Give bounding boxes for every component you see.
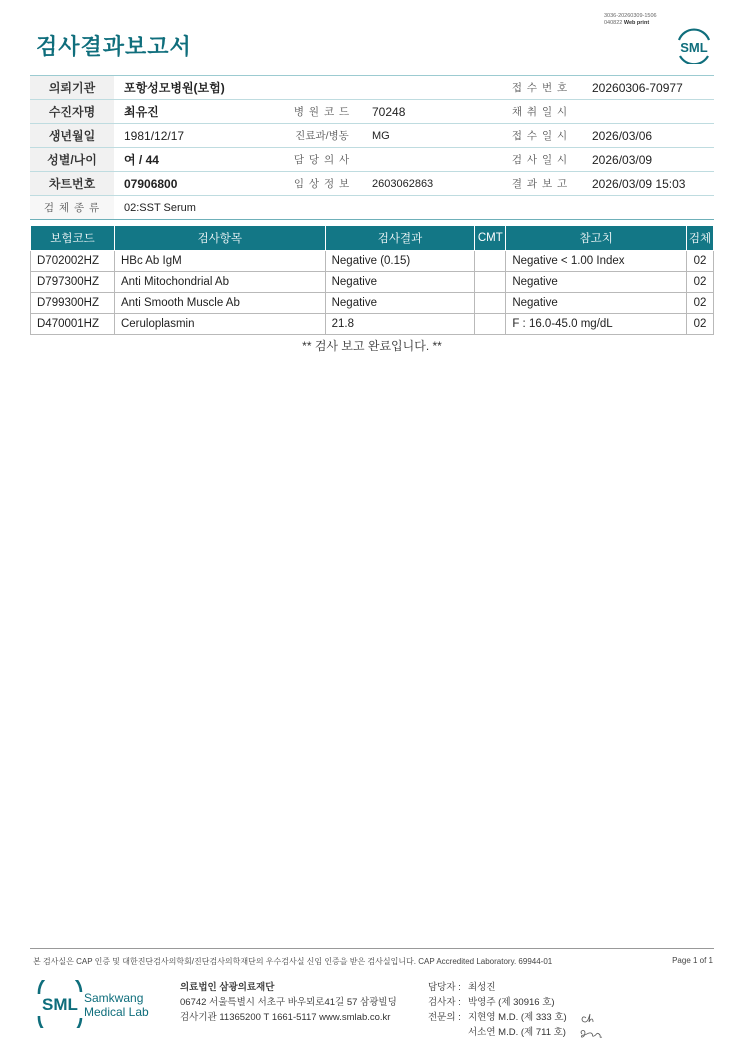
completion-note: ** 검사 보고 완료입니다. ** [302,339,442,353]
cmt-cell [475,272,506,293]
page-number: Page 1 of 1 [672,956,713,965]
staff-name: 지현영 M.D. (제 333 호) [468,1012,567,1023]
code-cell: D470001HZ [31,314,115,335]
org-name: 의료법인 삼광의료재단 [180,982,275,993]
staff-name: 최성진 [468,982,496,993]
item-cell: HBc Ab IgM [114,251,325,272]
staff-role: 검사자 : [428,997,461,1008]
header-insurance-code: 보험코드 [31,226,115,251]
received-value: 2026/03/06 [592,128,653,143]
accession-label: 접 수 번 호 [511,82,569,94]
hospital-code-label: 병 원 코 드 [293,106,351,118]
print-code-line1: 3036-20260309-1506 [604,13,657,19]
footer-divider [30,948,714,949]
specimen-cell: 02 [686,272,713,293]
footer-logo-name1: Samkwang [84,991,144,1005]
print-mode: Web print [623,20,650,26]
specimen-value: 02:SST Serum [124,201,196,214]
samkwang-logo-icon [36,980,154,1028]
header-result: 검사결과 [325,226,475,251]
sml-logo-text: SML [680,40,708,55]
staff-role: 담당자 : [428,982,461,993]
name-label: 수진자명 [30,100,114,123]
doctor-label: 담 당 의 사 [293,154,351,166]
item-cell: Anti Smooth Muscle Ab [114,293,325,314]
collection-label: 채 취 일 시 [511,106,569,118]
requester-value: 포항성모병원(보험) [124,81,225,95]
signature-icon [578,1008,618,1042]
test-date-label: 검 사 일 시 [511,154,569,166]
table-row [31,293,714,314]
staff-row [428,1025,567,1040]
table-row [31,314,714,335]
cmt-cell [475,251,506,272]
header-test-item: 검사항목 [114,226,325,251]
report-label: 결 과 보 고 [511,178,569,190]
item-cell: Anti Mitochondrial Ab [114,272,325,293]
header-cmt: CMT [475,226,506,251]
cmt-cell [475,293,506,314]
chart-label: 차트번호 [30,172,114,195]
footer-logo-name2: Medical Lab [84,1005,149,1019]
footer-logo-abbr: SML [42,995,78,1014]
results-table [30,225,714,335]
name-value: 최유진 [124,105,159,119]
info-row [30,148,714,172]
dept-label: 진료과/병동 [295,130,349,142]
received-label: 접 수 일 시 [511,130,569,142]
specimen-cell: 02 [686,314,713,335]
staff-role: 전문의 : [428,1012,461,1023]
reference-cell: Negative [506,293,687,314]
staff-name: 서소연 M.D. (제 711 호) [468,1027,566,1038]
hospital-code-value: 70248 [372,104,406,119]
staff-row [428,995,567,1010]
reference-cell: Negative [506,272,687,293]
info-row [30,124,714,148]
staff-role [428,1025,468,1040]
collection-value [582,100,714,123]
report-value: 2026/03/09 15:03 [592,176,686,191]
staff-name: 박영주 (제 30916 호) [468,997,555,1008]
clinical-label: 임 상 정 보 [293,178,351,190]
reference-cell: F : 16.0-45.0 mg/dL [506,314,687,335]
results-header-row [31,226,714,251]
staff-row [428,1010,567,1025]
sex-age-value: 여 / 44 [124,153,159,167]
report-title: 검사결과보고서 [36,35,192,60]
table-row [31,272,714,293]
info-row [30,100,714,124]
sex-age-label: 성별/나이 [30,148,114,171]
info-row [30,76,714,100]
sml-logo-icon [674,26,714,64]
chart-value: 07906800 [124,176,178,191]
staff-row [428,980,567,995]
code-cell: D799300HZ [31,293,115,314]
org-address: 06742 서울특별시 서초구 바우뫼로41길 57 삼광빌딩 [180,997,397,1008]
clinical-value: 2603062863 [372,177,434,190]
doctor-value [362,148,498,171]
info-row [30,172,714,196]
specimen-cell: 02 [686,293,713,314]
code-cell: D702002HZ [31,251,115,272]
accession-value: 20260306-70977 [592,80,683,95]
result-cell: 21.8 [325,314,475,335]
code-cell: D797300HZ [31,272,115,293]
table-row [31,251,714,272]
certification-note: 본 검사실은 CAP 인증 및 대한진단검사의학회/진단검사의학재단의 우수검사실 신임 인증을 받은 검사실입니다. CAP Accredited Laboratory. 69944-01 [33,957,553,966]
item-cell: Ceruloplasmin [114,314,325,335]
info-row [30,196,714,220]
print-code [604,13,657,27]
requester-label: 의뢰기관 [30,76,114,99]
print-code-line2: 040822 [604,20,623,26]
org-info [180,980,397,1025]
test-date-value: 2026/03/09 [592,152,653,167]
specimen-cell: 02 [686,251,713,272]
result-cell: Negative (0.15) [325,251,475,272]
cmt-cell [475,314,506,335]
header-specimen: 검체 [686,226,713,251]
dept-value: MG [372,129,390,142]
dob-label: 생년월일 [30,124,114,147]
patient-info-table [30,75,714,220]
specimen-label: 검 체 종 류 [30,196,114,219]
result-cell: Negative [325,272,475,293]
dob-value: 1981/12/17 [124,128,185,143]
staff-list [428,980,567,1040]
header-reference: 참고치 [506,226,687,251]
org-contact: 검사기관 11365200 T 1661-5117 www.smlab.co.kr [180,1012,391,1023]
reference-cell: Negative < 1.00 Index [506,251,687,272]
result-cell: Negative [325,293,475,314]
